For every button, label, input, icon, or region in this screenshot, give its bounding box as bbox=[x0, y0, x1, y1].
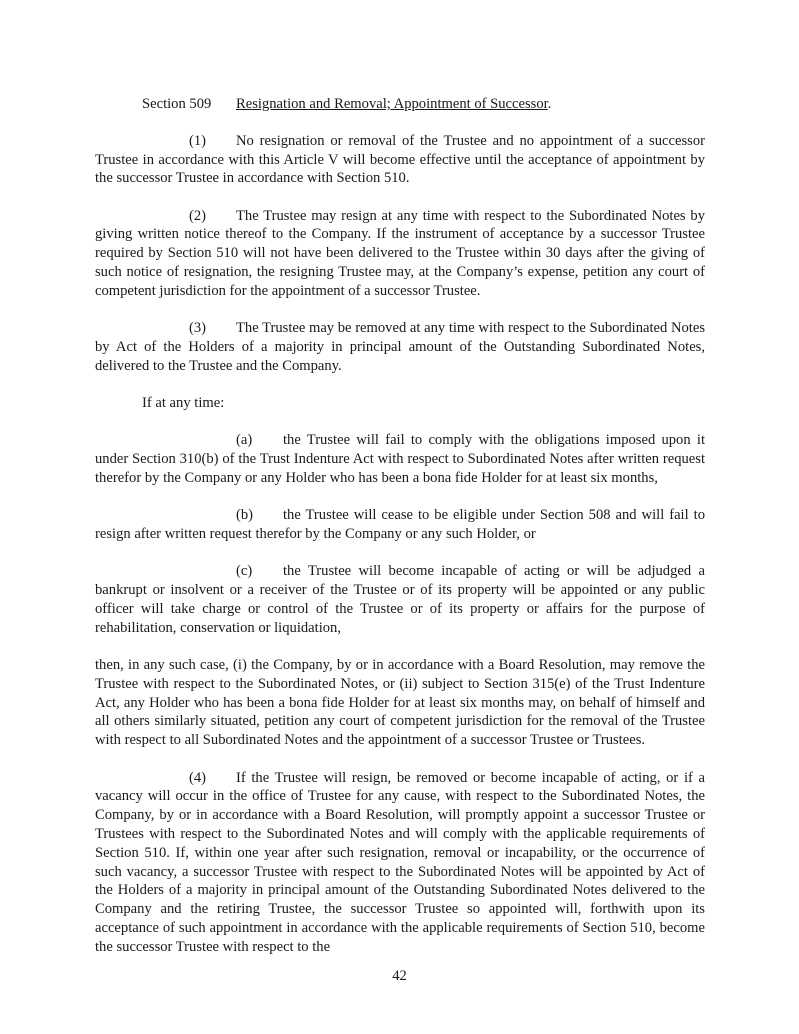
section-title-period: . bbox=[547, 96, 552, 112]
paragraph-4 bbox=[95, 769, 705, 957]
paragraph-4-text: If the Trustee will resign, be removed or become incapable of acting, or if a vacancy will occur in the office of Trustee for any cause, with respect to the Subordinated Notes, the Company, by or in accordance with a Board Resolution, will promptly appoint a successor Trustee or Trustees with respect to the Subordinated Notes and will comply with the applicable requirements of Section 510. If, within one year after such resignation, removal or incapability, or the occurrence of such vacancy, a successor Trustee with respect to the Subordinated Notes will be appointed by Act of the Holders of a majority in principal amount of the Outstanding Subordinated Notes delivered to the Company and the retiring Trustee, the successor Trustee so appointed will, forthwith upon its acceptance of such appointment in accordance with the applicable requirements of Section 510, become the successor Trustee with respect to the bbox=[95, 769, 705, 955]
paragraph-3-label: (3) bbox=[189, 320, 207, 337]
clause-b-text: the Trustee will cease to be eligible under Section 508 and will fail to resign after written request therefor by the Company or any such Holder, or bbox=[95, 507, 705, 543]
paragraph-4-label: (4) bbox=[189, 769, 207, 786]
clause-c-label: (c) bbox=[236, 563, 253, 580]
paragraph-2 bbox=[95, 207, 705, 301]
paragraph-1-text: No resignation or removal of the Trustee and no appointment of a successor Trustee in accordance with this Article V will become effective until the acceptance of appointment by the successor Trustee in accordance with Section 510. bbox=[95, 132, 705, 187]
if-at-any-time-intro: If at any time: bbox=[142, 395, 225, 412]
section-title: Resignation and Removal; Appointment of Successor bbox=[236, 96, 548, 112]
document-page bbox=[95, 95, 705, 975]
paragraph-3 bbox=[95, 319, 705, 375]
paragraph-3-text: The Trustee may be removed at any time with respect to the Subordinated Notes by Act of the Holders of a majority in principal amount of the Outstanding Subordinated Notes, delivered to the Trustee and the Company. bbox=[95, 320, 705, 374]
clause-a-label: (a) bbox=[236, 432, 253, 449]
clause-c-text: the Trustee will become incapable of acting or will be adjudged a bankrupt or insolvent or a receiver of the Trustee or of its property will be appointed or any public officer will take charge or control of the Trustee or of its property or affairs for the purpose of rehabilitation, conservation or liquidation, bbox=[95, 563, 705, 636]
paragraph-2-text: The Trustee may resign at any time with respect to the Subordinated Notes by giving written notice thereof to the Company. If the instrument of acceptance by a successor Trustee required by Section 510 will not have been delivered to the Trustee within 30 days after the giving of such notice of resignation, the resigning Trustee may, at the Company’s expense, petition any court of competent jurisdiction for the appointment of a successor Trustee. bbox=[95, 207, 705, 299]
clause-b-label: (b) bbox=[236, 507, 254, 524]
clause-b bbox=[95, 506, 705, 544]
paragraph-1 bbox=[95, 132, 705, 188]
paragraph-1-label: (1) bbox=[189, 132, 207, 149]
section-number: Section 509 bbox=[142, 96, 212, 112]
page-number: 42 bbox=[392, 968, 407, 984]
clause-a-text: the Trustee will fail to comply with the obligations imposed upon it under Section 310(b) of the Trust Indenture Act with respect to Subordinated Notes after written request therefor by the Company or any Holder who has been a bona fide Holder for at least six months, bbox=[95, 432, 705, 486]
paragraph-2-label: (2) bbox=[189, 207, 207, 224]
section-heading bbox=[95, 95, 705, 114]
clause-c bbox=[95, 562, 705, 637]
then-paragraph: then, in any such case, (i) the Company, by or in accordance with a Board Resolution, may remove the Trustee with respect to the Subordinated Notes, or (ii) subject to Section 315(e) of the Trust Indenture Act, any Holder who has been a bona fide Holder for at least six months may, on behalf of himself and all others similarly situated, petition any court of competent jurisdiction for the removal of the Trustee with respect to all Subordinated Notes and the appointment of a successor Trustee or Trustees. bbox=[95, 657, 705, 749]
clause-a bbox=[95, 431, 705, 487]
